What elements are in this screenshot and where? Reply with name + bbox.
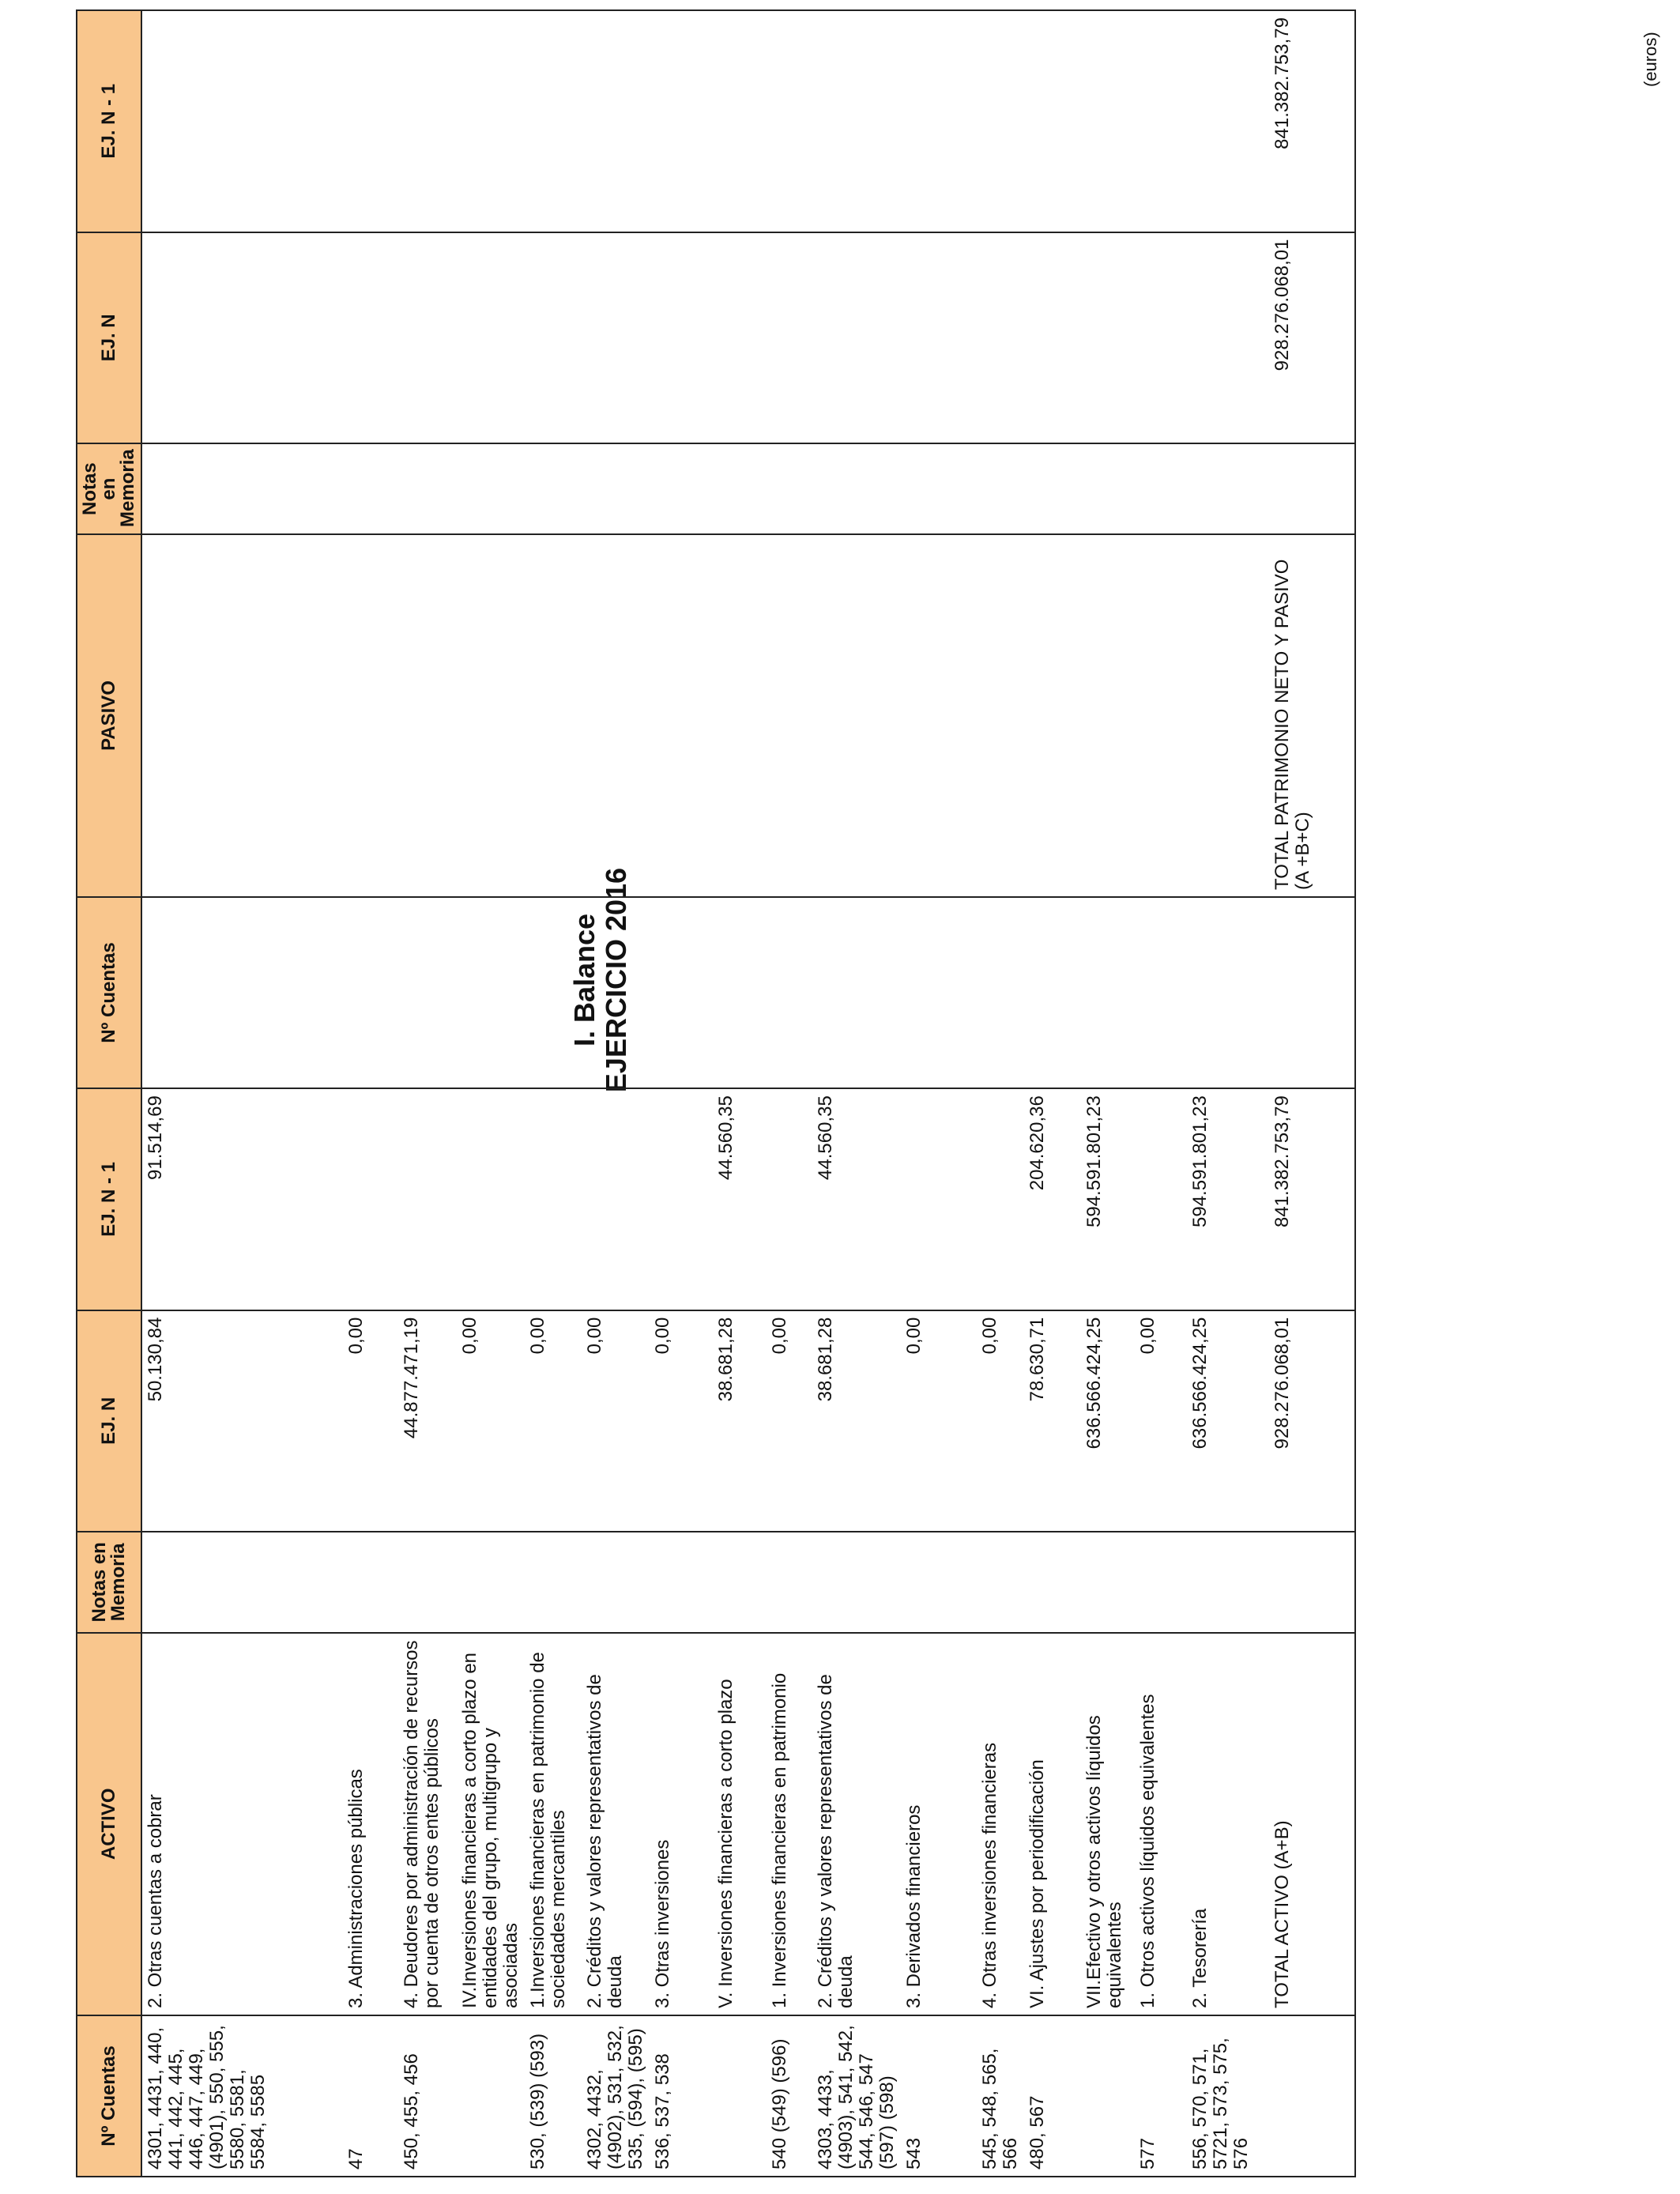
cell-ej-n1-pasivo <box>398 10 457 232</box>
cell-ej-n: 78.630,71 <box>1024 1310 1081 1532</box>
cell-cuentas-pasivo <box>901 897 977 1088</box>
cell-notas <box>457 1532 525 1632</box>
table-row <box>457 10 525 2177</box>
cell-notas <box>582 1532 650 1632</box>
cell-pasivo <box>343 534 398 897</box>
cell-ej-n-pasivo <box>1135 232 1187 444</box>
cell-notas <box>713 1532 767 1632</box>
cell-cuentas: 480, 567 <box>1024 2015 1081 2177</box>
cell-activo: 2. Tesorería <box>1187 1633 1269 2015</box>
cell-ej-n-pasivo <box>1081 232 1135 444</box>
cell-notas-pasivo <box>141 443 343 534</box>
table-row <box>398 10 457 2177</box>
cell-ej-n1 <box>343 1088 398 1310</box>
cell-activo: 3. Derivados financieros <box>901 1633 977 2015</box>
cell-pasivo <box>713 534 767 897</box>
cell-notas-pasivo <box>398 443 457 534</box>
cell-activo: 1. Inversiones financieras en patrimonio <box>767 1633 812 2015</box>
cell-notas <box>141 1532 343 1632</box>
cell-ej-n1-pasivo <box>1135 10 1187 232</box>
cell-pasivo <box>1135 534 1187 897</box>
cell-notas <box>1269 1532 1355 1632</box>
cell-ej-n-pasivo <box>141 232 343 444</box>
cell-cuentas-pasivo <box>525 897 582 1088</box>
cell-cuentas-pasivo <box>1081 897 1135 1088</box>
table-row <box>141 10 343 2177</box>
cell-notas-pasivo <box>1024 443 1081 534</box>
cell-notas-pasivo <box>977 443 1024 534</box>
cell-cuentas: 545, 548, 565, 566 <box>977 2015 1024 2177</box>
cell-cuentas-pasivo <box>767 897 812 1088</box>
cell-ej-n1: 91.514,69 <box>141 1088 343 1310</box>
cell-pasivo <box>582 534 650 897</box>
table-row <box>767 10 812 2177</box>
cell-notas <box>650 1532 713 1632</box>
cell-notas <box>343 1532 398 1632</box>
cell-activo: 2. Otras cuentas a cobrar <box>141 1633 343 2015</box>
ejercicio-title: EJERCICIO 2016 <box>600 867 632 1093</box>
cell-cuentas-pasivo <box>1024 897 1081 1088</box>
cell-ej-n: 928.276.068,01 <box>1269 1310 1355 1532</box>
cell-ej-n: 0,00 <box>343 1310 398 1532</box>
cell-pasivo <box>525 534 582 897</box>
cell-notas-pasivo <box>343 443 398 534</box>
cell-notas-pasivo <box>582 443 650 534</box>
header-row <box>77 10 141 2177</box>
cell-pasivo <box>650 534 713 897</box>
cell-ej-n: 0,00 <box>457 1310 525 1532</box>
cell-notas <box>1024 1532 1081 1632</box>
cell-cuentas: 450, 455, 456 <box>398 2015 457 2177</box>
unit-text: (euros) <box>1640 32 1660 87</box>
table-row <box>812 10 901 2177</box>
cell-pasivo <box>977 534 1024 897</box>
header-notas: Notas en Memoria <box>77 1532 141 1632</box>
cell-ej-n1 <box>650 1088 713 1310</box>
cell-activo: 2. Créditos y valores representativos de deuda <box>582 1633 650 2015</box>
cell-activo: 1.Inversiones financieras en patrimonio de sociedades mercantiles <box>525 1633 582 2015</box>
cell-ej-n1 <box>582 1088 650 1310</box>
cell-ej-n1 <box>525 1088 582 1310</box>
cell-notas <box>1135 1532 1187 1632</box>
cell-cuentas <box>1269 2015 1355 2177</box>
cell-pasivo: TOTAL PATRIMONIO NETO Y PASIVO (A +B+C) <box>1269 534 1355 897</box>
cell-cuentas <box>1081 2015 1135 2177</box>
cell-notas <box>767 1532 812 1632</box>
cell-ej-n1-pasivo <box>1081 10 1135 232</box>
cell-ej-n1 <box>457 1088 525 1310</box>
table-row <box>1135 10 1187 2177</box>
cell-cuentas-pasivo <box>977 897 1024 1088</box>
table-row-total <box>1269 10 1355 2177</box>
header-ej-n-pasivo: EJ. N <box>77 232 141 444</box>
cell-cuentas: 4303, 4433, (4903), 541, 542, 544, 546, 547 (597) (598) <box>812 2015 901 2177</box>
cell-cuentas-pasivo <box>713 897 767 1088</box>
cell-cuentas <box>713 2015 767 2177</box>
header-activo: ACTIVO <box>77 1633 141 2015</box>
cell-cuentas-pasivo <box>398 897 457 1088</box>
cell-ej-n1: 204.620,36 <box>1024 1088 1081 1310</box>
header-ej-n1: EJ. N - 1 <box>77 1088 141 1310</box>
header-notas-pasivo: Notas en Memoria <box>77 443 141 534</box>
cell-ej-n-pasivo <box>650 232 713 444</box>
cell-ej-n1 <box>398 1088 457 1310</box>
cell-ej-n-pasivo <box>767 232 812 444</box>
cell-ej-n1-pasivo <box>713 10 767 232</box>
cell-notas-pasivo <box>1135 443 1187 534</box>
cell-activo: V. Inversiones financieras a corto plazo <box>713 1633 767 2015</box>
cell-activo: 4. Deudores por administración de recursos por cuenta de otros entes públicos <box>398 1633 457 2015</box>
cell-ej-n1-pasivo: 841.382.753,79 <box>1269 10 1355 232</box>
cell-cuentas-pasivo <box>650 897 713 1088</box>
cell-ej-n1 <box>1135 1088 1187 1310</box>
balance-table <box>76 9 1356 2177</box>
cell-ej-n: 38.681,28 <box>812 1310 901 1532</box>
cell-cuentas: 556, 570, 571, 5721, 573, 575, 576 <box>1187 2015 1269 2177</box>
cell-ej-n1-pasivo <box>525 10 582 232</box>
cell-activo: 1. Otros activos líquidos equivalentes <box>1135 1633 1187 2015</box>
cell-ej-n: 0,00 <box>525 1310 582 1532</box>
cell-ej-n1: 841.382.753,79 <box>1269 1088 1355 1310</box>
cell-ej-n-pasivo <box>977 232 1024 444</box>
cell-cuentas-pasivo <box>141 897 343 1088</box>
cell-ej-n-pasivo <box>343 232 398 444</box>
cell-cuentas-pasivo <box>582 897 650 1088</box>
cell-cuentas: 536, 537, 538 <box>650 2015 713 2177</box>
cell-pasivo <box>901 534 977 897</box>
cell-cuentas: 540 (549) (596) <box>767 2015 812 2177</box>
cell-cuentas: 543 <box>901 2015 977 2177</box>
cell-activo: IV.Inversiones financieras a corto plazo en entidades del grupo, multigrupo y asociadas <box>457 1633 525 2015</box>
cell-ej-n: 0,00 <box>901 1310 977 1532</box>
cell-ej-n: 0,00 <box>977 1310 1024 1532</box>
table-row <box>713 10 767 2177</box>
cell-pasivo <box>812 534 901 897</box>
cell-notas-pasivo <box>1081 443 1135 534</box>
cell-ej-n: 636.566.424,25 <box>1187 1310 1269 1532</box>
cell-pasivo <box>1024 534 1081 897</box>
cell-notas <box>1081 1532 1135 1632</box>
table-row <box>1024 10 1081 2177</box>
cell-notas <box>1187 1532 1269 1632</box>
cell-notas <box>525 1532 582 1632</box>
cell-ej-n1-pasivo <box>767 10 812 232</box>
header-cuentas-pasivo: Nº Cuentas <box>77 897 141 1088</box>
cell-ej-n1-pasivo <box>812 10 901 232</box>
cell-cuentas: 577 <box>1135 2015 1187 2177</box>
cell-ej-n-pasivo <box>582 232 650 444</box>
cell-notas <box>977 1532 1024 1632</box>
cell-ej-n1 <box>767 1088 812 1310</box>
cell-ej-n-pasivo <box>457 232 525 444</box>
cell-ej-n-pasivo <box>1024 232 1081 444</box>
cell-ej-n1-pasivo <box>141 10 343 232</box>
cell-ej-n: 0,00 <box>582 1310 650 1532</box>
cell-activo: TOTAL ACTIVO (A+B) <box>1269 1633 1355 2015</box>
cell-cuentas-pasivo <box>1269 897 1355 1088</box>
cell-ej-n1 <box>901 1088 977 1310</box>
header-ej-n: EJ. N <box>77 1310 141 1532</box>
table-row <box>525 10 582 2177</box>
cell-pasivo <box>141 534 343 897</box>
cell-ej-n1-pasivo <box>582 10 650 232</box>
cell-ej-n1: 44.560,35 <box>713 1088 767 1310</box>
cell-ej-n1-pasivo <box>1187 10 1269 232</box>
cell-cuentas-pasivo <box>457 897 525 1088</box>
cell-activo: 3. Administraciones públicas <box>343 1633 398 2015</box>
cell-pasivo <box>1187 534 1269 897</box>
cell-notas-pasivo <box>812 443 901 534</box>
table-row <box>650 10 713 2177</box>
header-pasivo: PASIVO <box>77 534 141 897</box>
cell-activo: 4. Otras inversiones financieras <box>977 1633 1024 2015</box>
cell-notas <box>398 1532 457 1632</box>
cell-cuentas: 4302, 4432, (4902), 531, 532, 535, (594), (595) <box>582 2015 650 2177</box>
cell-ej-n-pasivo <box>812 232 901 444</box>
cell-ej-n-pasivo <box>525 232 582 444</box>
cell-pasivo <box>767 534 812 897</box>
cell-ej-n1: 594.591.801,23 <box>1187 1088 1269 1310</box>
table-row <box>901 10 977 2177</box>
cell-cuentas-pasivo <box>343 897 398 1088</box>
cell-ej-n: 0,00 <box>650 1310 713 1532</box>
cell-ej-n1: 44.560,35 <box>812 1088 901 1310</box>
cell-ej-n1-pasivo <box>457 10 525 232</box>
cell-cuentas: 530, (539) (593) <box>525 2015 582 2177</box>
cell-cuentas-pasivo <box>1187 897 1269 1088</box>
cell-cuentas <box>457 2015 525 2177</box>
table-row <box>1081 10 1135 2177</box>
cell-cuentas-pasivo <box>812 897 901 1088</box>
cell-notas-pasivo <box>525 443 582 534</box>
cell-ej-n-pasivo <box>1187 232 1269 444</box>
cell-ej-n-pasivo <box>713 232 767 444</box>
cell-notas-pasivo <box>901 443 977 534</box>
cell-cuentas-pasivo <box>1135 897 1187 1088</box>
cell-notas <box>901 1532 977 1632</box>
cell-ej-n1-pasivo <box>650 10 713 232</box>
cell-activo: VII.Efectivo y otros activos líquidos equivalentes <box>1081 1633 1135 2015</box>
cell-ej-n1 <box>977 1088 1024 1310</box>
cell-cuentas: 47 <box>343 2015 398 2177</box>
balance-title: I. Balance <box>568 913 601 1047</box>
cell-notas-pasivo <box>650 443 713 534</box>
table-row <box>1187 10 1269 2177</box>
cell-ej-n-pasivo: 928.276.068,01 <box>1269 232 1355 444</box>
table-row <box>977 10 1024 2177</box>
cell-ej-n: 636.566.424,25 <box>1081 1310 1135 1532</box>
cell-notas-pasivo <box>713 443 767 534</box>
cell-ej-n: 50.130,84 <box>141 1310 343 1532</box>
cell-notas-pasivo <box>1269 443 1355 534</box>
cell-ej-n-pasivo <box>398 232 457 444</box>
cell-ej-n: 38.681,28 <box>713 1310 767 1532</box>
header-ej-n1-pasivo: EJ. N - 1 <box>77 10 141 232</box>
cell-activo: 2. Créditos y valores representativos de deuda <box>812 1633 901 2015</box>
cell-notas-pasivo <box>767 443 812 534</box>
cell-pasivo <box>1081 534 1135 897</box>
cell-cuentas: 4301, 4431, 440, 441, 442, 445, 446, 447, 449, (4901), 550, 555, 5580, 5581, 5584, 5585 <box>141 2015 343 2177</box>
header-cuentas: Nº Cuentas <box>77 2015 141 2177</box>
cell-ej-n1-pasivo <box>1024 10 1081 232</box>
cell-notas-pasivo <box>457 443 525 534</box>
table-row <box>582 10 650 2177</box>
cell-pasivo <box>457 534 525 897</box>
cell-pasivo <box>398 534 457 897</box>
cell-activo: 3. Otras inversiones <box>650 1633 713 2015</box>
cell-ej-n: 0,00 <box>767 1310 812 1532</box>
cell-ej-n1-pasivo <box>977 10 1024 232</box>
cell-ej-n-pasivo <box>901 232 977 444</box>
cell-activo: VI. Ajustes por periodificación <box>1024 1633 1081 2015</box>
table-row <box>343 10 398 2177</box>
cell-ej-n: 0,00 <box>1135 1310 1187 1532</box>
cell-ej-n1-pasivo <box>901 10 977 232</box>
cell-ej-n: 44.877.471,19 <box>398 1310 457 1532</box>
cell-ej-n1-pasivo <box>343 10 398 232</box>
cell-notas <box>812 1532 901 1632</box>
cell-ej-n1: 594.591.801,23 <box>1081 1088 1135 1310</box>
cell-notas-pasivo <box>1187 443 1269 534</box>
